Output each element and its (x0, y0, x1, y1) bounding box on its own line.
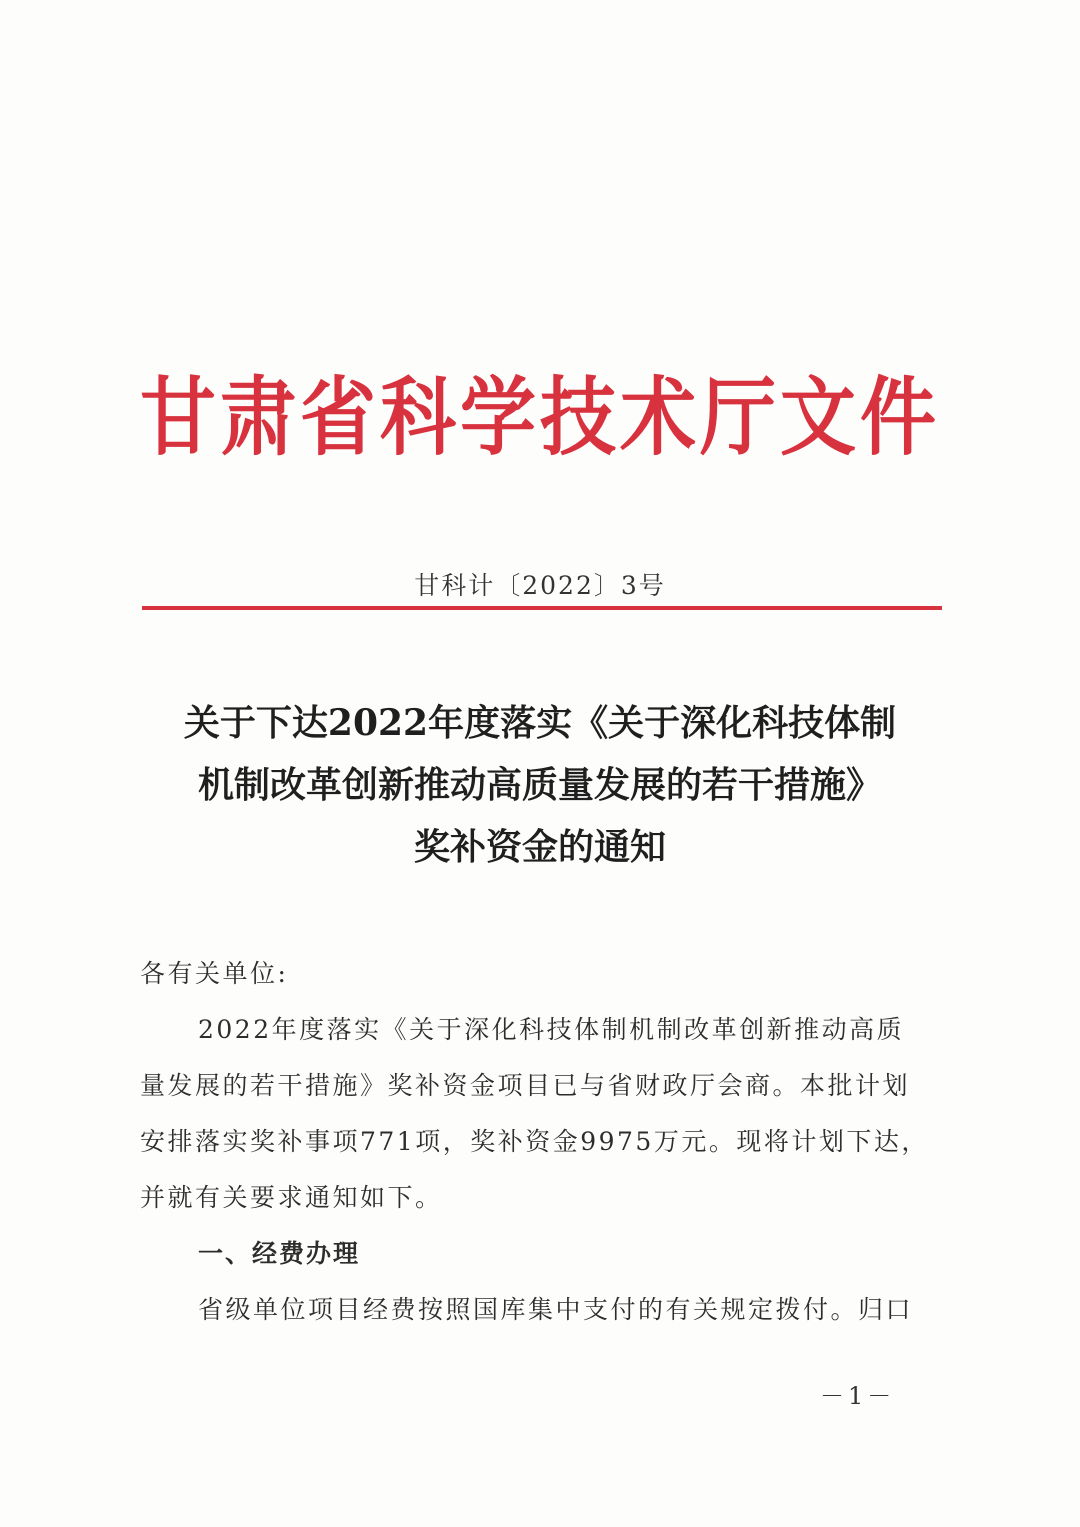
red-separator-line (142, 606, 942, 610)
section-first-line: 省级单位项目经费按照国库集中支付的有关规定拨付。归口 (198, 1295, 914, 1324)
section-heading: 一、经费办理 (198, 1239, 361, 1268)
document-number: 甘科计〔2022〕3号 (414, 571, 666, 600)
notice-body (140, 946, 940, 1338)
page-number: －1－ (820, 1382, 896, 1410)
salutation: 各有关单位: (140, 959, 289, 988)
paragraph-line-1: 2022年度落实《关于深化科技体制机制改革创新推动高质 (198, 1015, 905, 1044)
title-line-2: 机制改革创新推动高质量发展的若干措施》 (197, 764, 882, 806)
notice-title (120, 692, 960, 878)
paragraph-line-3: 安排落实奖补事项771项，奖补资金9975万元。现将计划下达， (140, 1127, 929, 1156)
paragraph-line-4: 并就有关要求通知如下。 (140, 1183, 443, 1212)
title-line-3: 奖补资金的通知 (413, 826, 666, 868)
paragraph-line-2: 量发展的若干措施》奖补资金项目已与省财政厅会商。本批计划 (140, 1071, 911, 1100)
title-line-1: 关于下达2022年度落实《关于深化科技体制 (183, 702, 897, 744)
masthead-title: 甘肃省科学技术厅文件 (140, 367, 940, 468)
